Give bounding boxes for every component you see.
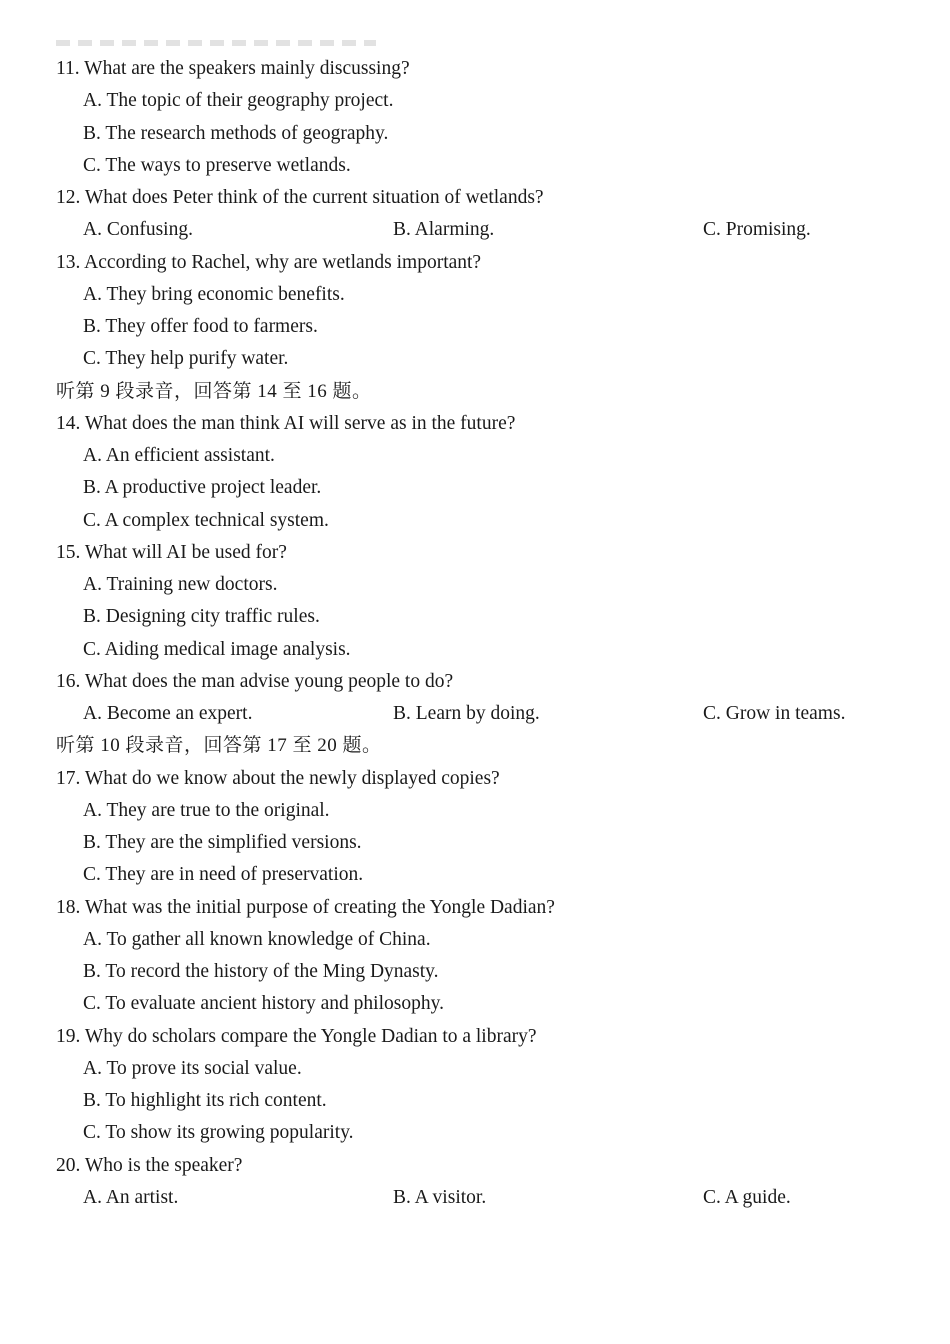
answer-option: B. A productive project leader. [83, 477, 322, 499]
answer-option: A. The topic of their geography project. [83, 90, 394, 112]
answer-option: B. The research methods of geography. [83, 122, 389, 144]
answer-option: B. To record the history of the Ming Dynasty. [83, 961, 439, 982]
answer-options-row [56, 1182, 916, 1214]
answer-option: A. To prove its social value. [83, 1057, 302, 1079]
answer-option: C. Promising. [703, 219, 811, 241]
answer-option: C. Aiding medical image analysis. [83, 638, 351, 660]
answer-option: C. A complex technical system. [83, 509, 329, 531]
cropped-header-fragment [56, 40, 376, 46]
answer-option: A. Training new doctors. [83, 574, 278, 595]
section-instruction: 听第 10 段录音，回答第 17 至 20 题。 [56, 735, 382, 757]
answer-option: B. To highlight its rich content. [83, 1090, 327, 1111]
answer-option: B. Alarming. [393, 219, 495, 241]
answer-option: B. Designing city traffic rules. [83, 606, 320, 628]
answer-option: B. They offer food to farmers. [83, 316, 318, 337]
question-stem: 20. Who is the speaker? [56, 1154, 243, 1176]
answer-option: C. They are in need of preservation. [83, 864, 364, 886]
answer-option: A. An efficient assistant. [83, 445, 275, 466]
answer-option: B. Learn by doing. [393, 703, 540, 724]
question-stem: 12. What does Peter think of the current situation of wetlands? [56, 187, 544, 208]
answer-option: B. They are the simplified versions. [83, 832, 362, 853]
answer-option: C. To show its growing popularity. [83, 1122, 354, 1144]
question-stem: 14. What does the man think AI will serve as in the future? [56, 412, 516, 434]
answer-option: A. Confusing. [83, 219, 193, 241]
answer-option: A. They bring economic benefits. [83, 283, 345, 305]
answer-option: C. Grow in teams. [703, 703, 846, 724]
question-stem: 16. What does the man advise young people to do? [56, 670, 454, 692]
answer-option: C. They help purify water. [83, 348, 289, 370]
answer-option: C. The ways to preserve wetlands. [83, 154, 351, 176]
answer-option: C. To evaluate ancient history and philosophy. [83, 993, 444, 1015]
answer-option: C. A guide. [703, 1186, 791, 1208]
section-instruction: 听第 9 段录音，回答第 14 至 16 题。 [56, 380, 372, 402]
answer-option: A. To gather all known knowledge of China. [83, 928, 431, 950]
question-stem: 18. What was the initial purpose of creating the Yongle Dadian? [56, 896, 555, 918]
question-list [56, 53, 916, 1214]
question-stem: 17. What do we know about the newly displayed copies? [56, 767, 500, 789]
answer-option: B. A visitor. [393, 1186, 487, 1208]
question-stem: 19. Why do scholars compare the Yongle Dadian to a library? [56, 1025, 537, 1047]
answer-option: A. They are true to the original. [83, 799, 330, 821]
answer-option: A. An artist. [83, 1186, 179, 1208]
question-stem: 15. What will AI be used for? [56, 541, 287, 563]
answer-options-row [56, 698, 916, 730]
answer-options-row [56, 214, 916, 246]
answer-option: A. Become an expert. [83, 703, 253, 724]
question-stem: 11. What are the speakers mainly discussing? [56, 58, 410, 79]
question-stem: 13. According to Rachel, why are wetlands important? [56, 251, 482, 273]
